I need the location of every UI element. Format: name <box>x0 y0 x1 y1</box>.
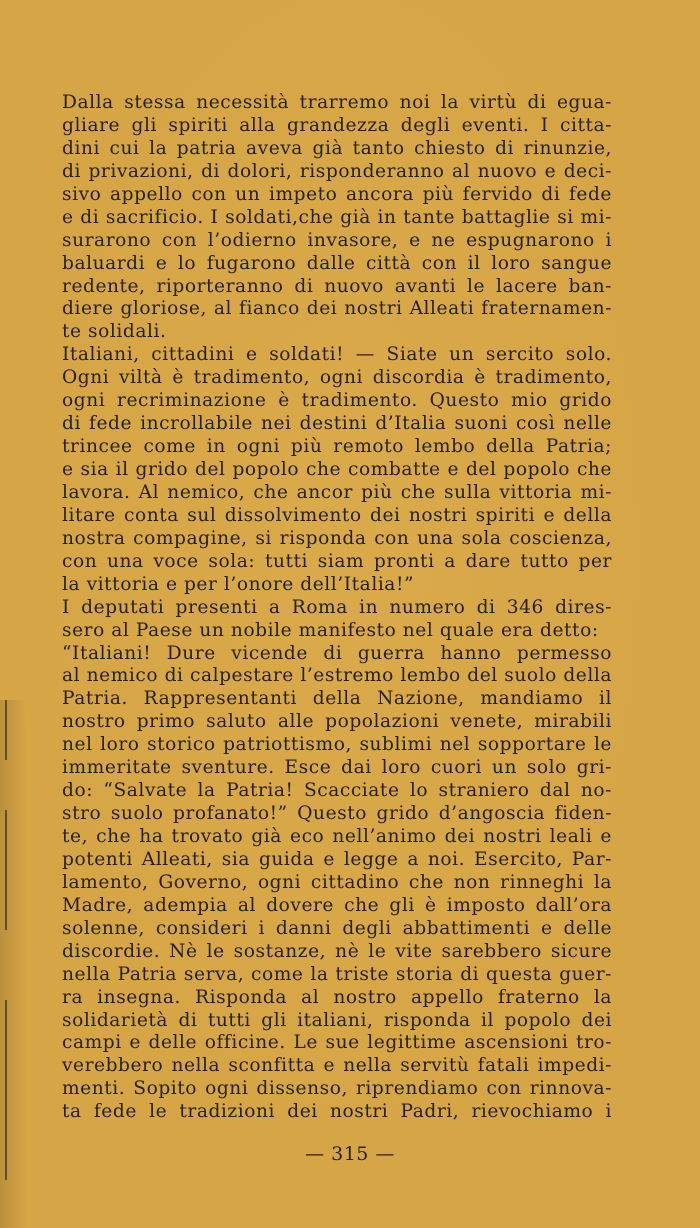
text-line: redente, riporteranno di nuovo avanti le lacere ban- <box>62 275 612 297</box>
text-line: nostro primo saluto alle popolazioni venete, mirabili <box>62 711 612 733</box>
text-line: dini cui la patria aveva già tanto chiesto di rinunzie, <box>62 137 612 159</box>
text-line: sivo appello con un impeto ancora più fervido di fede <box>62 183 612 205</box>
text-line: immeritate sventure. Esce dai loro cuori un solo gri- <box>62 757 612 779</box>
text-line: trincee come in ogni più remoto lembo della Patria; <box>62 436 612 458</box>
text-line: baluardi e lo fugarono dalle città con il loro sangue <box>62 252 612 274</box>
text-line: di privazioni, di dolori, risponderanno al nuovo e deci- <box>62 160 612 182</box>
text-line: te solidali. <box>62 321 167 343</box>
text-line: la vittoria e per l’onore dell’Italia!” <box>62 573 415 595</box>
text-line: stro suolo profanato!” Questo grido d’angoscia fiden- <box>62 803 612 825</box>
text-line: campi e delle officine. Le sue legittime ascensioni tro- <box>62 1032 612 1054</box>
body-text <box>62 92 612 1124</box>
text-line: surarono con l’odierno invasore, e ne espugnarono i <box>62 229 612 251</box>
text-line: litare conta sul dissolvimento dei nostri spiriti e della <box>62 504 612 526</box>
text-line: lamento, Governo, ogni cittadino che non rinneghi la <box>62 871 612 893</box>
text-line: ogni recriminazione è tradimento. Questo mio grido <box>62 390 612 412</box>
text-line: potenti Alleati, sia guida e legge a noi. Esercito, Par- <box>62 848 612 870</box>
page-number: — 315 — <box>305 1143 395 1165</box>
text-line: di fede incrollabile nei destini d’Italia suoni così nelle <box>62 413 612 435</box>
text-line: ta fede le tradizioni dei nostri Padri, rievochiamo i <box>62 1101 612 1123</box>
text-line: lavora. Al nemico, che ancor più che sulla vittoria mi- <box>62 481 612 503</box>
text-line: do: “Salvate la Patria! Scacciate lo straniero dal no- <box>62 780 612 802</box>
text-line: I deputati presenti a Roma in numero di 346 dires- <box>62 596 612 618</box>
text-line: Italiani, cittadini e soldati! — Siate un sercito solo. <box>62 344 612 366</box>
text-line: solenne, consideri i danni degli abbattimenti e delle <box>62 917 612 939</box>
text-line: menti. Sopito ogni dissenso, riprendiamo con rinnova- <box>62 1078 612 1100</box>
text-line: “Italiani! Dure vicende di guerra hanno permesso <box>62 642 612 664</box>
text-line: nostra compagine, si risponda con una sola coscienza, <box>62 527 612 549</box>
text-line: e di sacrificio. I soldati,che già in tante battaglie si mi- <box>62 206 612 228</box>
binding-mark <box>5 810 7 930</box>
binding-mark <box>5 700 7 760</box>
text-line: nel loro storico patriottismo, sublimi nel sopportare le <box>62 734 612 756</box>
text-line: nella Patria serva, come la triste storia di questa guer- <box>62 963 612 985</box>
text-line: verebbero nella sconfitta e nella servitù fatali impedi- <box>62 1055 612 1077</box>
text-line: gliare gli spiriti alla grandezza degli eventi. I citta- <box>62 114 612 136</box>
text-line: te, che ha trovato già eco nell’animo dei nostri leali e <box>62 826 612 847</box>
text-line: Madre, adempia al dovere che gli è imposto dall’ora <box>62 894 612 916</box>
text-line: discordie. Nè le sostanze, nè le vite sarebbero sicure <box>62 940 612 962</box>
text-line: diere gloriose, al fianco dei nostri Alleati fraternamen- <box>62 298 612 320</box>
text-line: sero al Paese un nobile manifesto nel quale era detto: <box>62 619 599 641</box>
text-line: con una voce sola: tutti siam pronti a dare tutto per <box>62 550 612 572</box>
text-line: al nemico di calpestare l’estremo lembo del suolo della <box>62 665 612 687</box>
text-line: ra insegna. Risponda al nostro appello fraterno la <box>62 986 612 1008</box>
text-line: Patria. Rappresentanti della Nazione, mandiamo il <box>62 688 612 710</box>
text-line: e sia il grido del popolo che combatte e del popolo che <box>62 459 612 480</box>
text-line: Dalla stessa necessità trarremo noi la virtù di egua- <box>62 92 612 113</box>
text-line: Ogni viltà è tradimento, ogni discordia è tradimento, <box>62 367 612 389</box>
text-line: solidarietà di tutti gli italiani, risponda il popolo dei <box>62 1009 612 1031</box>
